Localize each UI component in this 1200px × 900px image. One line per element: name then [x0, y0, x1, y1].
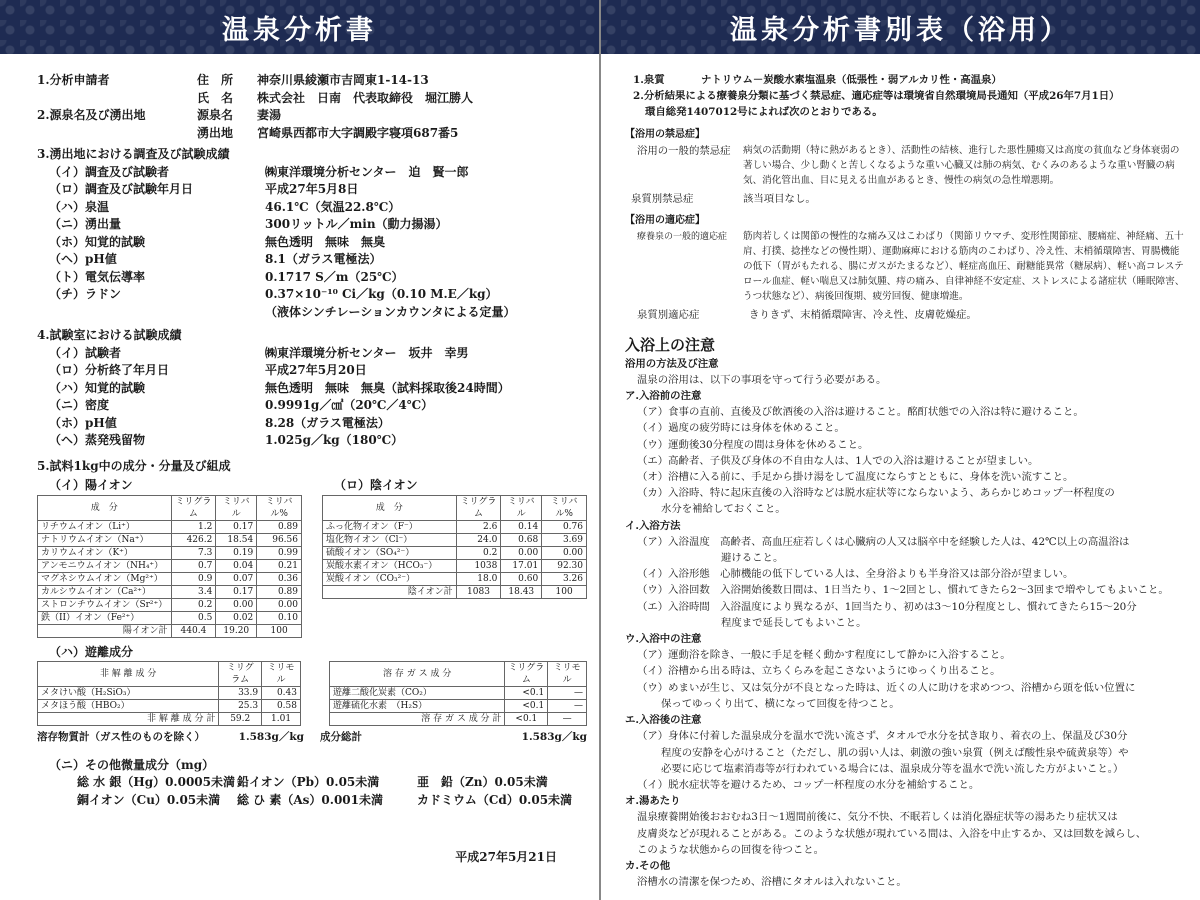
lab-test-value: ㈱東洋環境分析センター 坂井 幸男: [265, 345, 469, 360]
spring-type-row: [625, 72, 1185, 88]
dissolved-gas-cell: 遊離硫化水素 （H₂S）: [329, 700, 504, 713]
anion-total-cell: 1083: [456, 585, 501, 598]
dissolved-gas-row: [329, 700, 586, 713]
cation-total-cell: 陽イオン計: [38, 624, 172, 637]
cation-cell: 0.99: [257, 546, 302, 559]
dissolved-gas-column-header: 溶 存 ガ ス 成 分: [329, 662, 504, 687]
cation-cell: 0.00: [257, 598, 302, 611]
anion-title: （ロ）陰イオン: [334, 478, 418, 492]
caution-line: 水分を補給しておくこと。: [661, 503, 786, 516]
name-field-label: 氏 名: [197, 90, 234, 105]
caution-line: 温泉の浴用は、以下の事項を守って行う必要がある。: [637, 373, 887, 386]
non-dissociated-cell: 25.3: [219, 700, 262, 713]
lab-test-value: 平成27年5月20日: [265, 363, 367, 377]
spring-indication-row: [625, 307, 1185, 323]
cation-cell: 426.2: [171, 533, 216, 546]
anion-cell: 炭酸イオン（CO₃²⁻）: [323, 572, 457, 585]
dissolved-gas-column-header: ミリグラム: [505, 662, 548, 687]
field-test-row: [37, 199, 587, 217]
field-test-label: （ロ）調査及び試験年月日: [49, 182, 194, 196]
dissolved-gas-cell: —: [548, 700, 587, 713]
field-test-list: [37, 164, 587, 322]
cation-row: [38, 598, 302, 611]
anion-total-cell: 100: [542, 585, 587, 598]
cation-table: [37, 495, 302, 638]
spring-contraindication-text: 該当項目なし。: [743, 192, 816, 205]
non-dissociated-cell: 33.9: [219, 687, 262, 700]
caution-line: 皮膚炎などが現れることがある。このような状態が現れている間は、入浴を中止するか、又は回数を減らし、: [637, 827, 1147, 840]
trace-row: [37, 774, 587, 792]
caution-line: 程度の安静を心がけること（ただし、肌の弱い人は、刺激の強い泉質（例えば酸性泉や硫黄泉等）や: [661, 746, 1129, 759]
source-name-value: 妻湯: [257, 108, 282, 122]
non-dissociated-column-header: ミリグラム: [219, 662, 262, 687]
trace-item: 銅イオン（Cu）0.05未満: [77, 792, 221, 807]
spring-indication-text: きりきず、末梢循環障害、冷え性、皮膚乾燥症。: [749, 309, 977, 322]
field-test-value: 8.1（ガラス電極法）: [265, 252, 382, 266]
anion-row: [323, 533, 587, 546]
lab-test-label: （ホ）pH値: [49, 415, 117, 430]
caution-line: （イ）入浴形態 心肺機能の低下している人は、全身浴よりも半身浴又は部分浴が望ましい。: [637, 568, 1074, 581]
caution-line: （ウ）運動後30分程度の間は身体を休めること。: [637, 438, 869, 451]
caution-line: 保ってゆっくり出て、横になって回復を待つこと。: [661, 697, 900, 710]
non-dissociated-total-cell: 1.01: [262, 713, 301, 726]
cation-cell: 0.19: [216, 546, 257, 559]
section-4-title: 4.試験室における試験成績: [37, 328, 182, 342]
dissolved-gas-table: [329, 661, 587, 726]
applicant-name-row: [37, 90, 587, 108]
general-indication-row: [625, 229, 1185, 304]
field-test-label: （ハ）泉温: [49, 199, 110, 214]
field-test-row: [37, 251, 587, 269]
bathing-caution-title: 入浴上の注意: [625, 336, 716, 355]
section-5-title: 5.試料1kg中の成分・分量及び組成: [37, 458, 231, 473]
analysis-report-page: [37, 72, 587, 867]
trace-row: [37, 792, 587, 810]
source-location-row: [37, 125, 587, 143]
cation-cell: 0.21: [257, 559, 302, 572]
field-test-value: 300リットル／min（動力揚湯）: [265, 217, 448, 231]
caution-line: （エ）入浴時間 入浴温度により異なるが、1回当たり、初めは3〜10分程度とし、慣れてきたら15〜20分: [637, 600, 1137, 613]
dissolved-gas-total-cell: 溶 存 ガ ス 成 分 計: [329, 713, 504, 726]
spring-contraindication-label: 泉質別禁忌症: [631, 192, 694, 205]
anion-cell: 1038: [456, 559, 501, 572]
cation-cell: 3.4: [171, 585, 216, 598]
left-header-banner: [0, 0, 599, 54]
caution-heading: オ.湯あたり: [625, 795, 681, 808]
lab-test-row: [37, 397, 587, 415]
caution-line: （ア）運動浴を除き、一般に手足を軽く動かす程度にして静かに入浴すること。: [637, 649, 1011, 662]
anion-cell: 炭酸水素イオン（HCO₃⁻）: [323, 559, 457, 572]
anion-cell: 0.14: [501, 520, 542, 533]
trace-item: 亜 鉛（Zn）0.05未満: [417, 775, 548, 789]
section-3-title: 3.湧出地における調査及び試験成績: [37, 147, 230, 161]
anion-cell: 3.26: [542, 572, 587, 585]
lab-test-list: [37, 345, 587, 450]
general-contraindication-label: 浴用の一般的禁忌症: [637, 144, 731, 157]
anion-cell: 0.00: [501, 546, 542, 559]
caution-line: 必要に応じて塩素消毒等が行われている場合には、温泉成分等を温水で洗い流した方がよいこと。）: [661, 762, 1124, 775]
lab-test-value: 無色透明 無味 無臭（試料採取後24時間）: [265, 380, 510, 395]
caution-heading: イ.入浴方法: [625, 519, 681, 532]
cation-column-header: 成 分: [38, 495, 172, 520]
cation-cell: 96.56: [257, 533, 302, 546]
anion-cell: ふっ化物イオン（F⁻）: [323, 520, 457, 533]
source-name-label: 源泉名: [197, 108, 234, 122]
caution-line: 程度まで延長してもよいこと。: [721, 616, 867, 629]
cation-row: [38, 520, 302, 533]
anion-cell: 硫酸イオン（SO₄²⁻）: [323, 546, 457, 559]
caution-line: このような状態からの回復を待つこと。: [637, 843, 825, 856]
anion-cell: 17.01: [501, 559, 542, 572]
cation-cell: 0.89: [257, 520, 302, 533]
field-test-value: 無色透明 無味 無臭: [265, 234, 386, 249]
grand-total-label: 成分総計: [320, 731, 362, 743]
dissolved-gas-total-row: [329, 713, 586, 726]
trace-item: 鉛イオン（Pb）0.05未満: [237, 775, 380, 789]
cation-row: [38, 533, 302, 546]
anion-cell: 0.2: [456, 546, 501, 559]
non-dissociated-column-header: ミリモル: [262, 662, 301, 687]
non-dissociated-header: [38, 662, 301, 687]
dissolved-total-value: 1.583g／kg: [238, 731, 304, 743]
caution-line: （オ）浴槽に入る前に、手足から掛け湯をして温度にならすとともに、身体を洗い流すこと。: [637, 471, 1074, 484]
anion-cell: 0.60: [501, 572, 542, 585]
non-dissociated-row: [38, 687, 301, 700]
cation-cell: ナトリウムイオン（Na⁺）: [38, 533, 172, 546]
caution-heading: エ.入浴後の注意: [625, 714, 702, 727]
non-dissociated-cell: 0.43: [262, 687, 301, 700]
lab-test-row: [37, 345, 587, 363]
lab-test-value: 0.9991g／㎤（20℃／4℃）: [265, 398, 434, 412]
cation-row: [38, 546, 302, 559]
dissolved-gas-cell: —: [548, 687, 587, 700]
source-location-value: 宮崎県西都市大字調殿字寝項687番5: [257, 125, 459, 140]
cation-cell: 0.9: [171, 572, 216, 585]
section-2-label: 2.源泉名及び湧出地: [37, 108, 146, 122]
cation-cell: 0.02: [216, 611, 257, 624]
dissolved-gas-cell: <0.1: [505, 700, 548, 713]
non-dissociated-total-cell: 非 解 離 成 分 計: [38, 713, 219, 726]
spring-type-label: 1.泉質: [633, 74, 665, 86]
dissolved-gas-cell: <0.1: [505, 687, 548, 700]
non-dissociated-cell: 0.58: [262, 700, 301, 713]
non-dissociated-column-header: 非 解 離 成 分: [38, 662, 219, 687]
dissolved-gas-header: [329, 662, 586, 687]
anion-column-header: ミリバル: [501, 495, 542, 520]
address-field-label: 住 所: [197, 73, 234, 87]
field-test-value: 0.37×10⁻¹⁰ Ci／kg（0.10 M.E／kg）: [265, 287, 498, 301]
anion-column-header: ミリバル%: [542, 495, 587, 520]
classification-line-2: 環自総発1407012号によれば次のとおりである。: [645, 106, 883, 119]
cation-column-header: ミリグラム: [171, 495, 216, 520]
cation-row: [38, 559, 302, 572]
dissolved-gas-cell: 遊離二酸化炭素（CO₂）: [329, 687, 504, 700]
lab-test-row: [37, 380, 587, 398]
anion-cell: 0.68: [501, 533, 542, 546]
issue-date: 平成27年5月21日: [455, 850, 557, 864]
dissolved-gas-total-cell: —: [548, 713, 587, 726]
grand-total-value: 1.583g／kg: [521, 731, 587, 743]
cation-total-cell: 440.4: [171, 624, 216, 637]
cation-cell: 0.04: [216, 559, 257, 572]
field-test-row: [37, 269, 587, 287]
general-indication-text: 筋肉若しくは関節の慢性的な痛み又はこわばり（関節リウマチ、変形性関節症、腰痛症、神経痛、五十肩、打撲、捻挫などの慢性期）、運動麻痺における筋肉のこわばり、冷え性、末梢循環障害、胃腸機能の低下（胃がもたれる、腸にガスがたまるなど）、軽症高血圧、耐糖能異常（糖尿病）、軽い高コレステロール血症、軽い喘息又は肺気腫、痔の痛み、自律神経不安定症、ストレスによる諸症状（睡眠障害、うつ状態など）、病後回復期、疲労回復、健康増進。: [743, 231, 1185, 303]
anion-row: [323, 559, 587, 572]
spring-contraindication-row: [625, 191, 1185, 207]
field-test-label: （ト）電気伝導率: [49, 269, 146, 284]
cation-cell: アンモニウムイオン（NH₄⁺）: [38, 559, 172, 572]
non-dissociated-total-cell: 59.2: [219, 713, 262, 726]
cation-cell: ストロンチウムイオン（Sr²⁺）: [38, 598, 172, 611]
anion-cell: 0.76: [542, 520, 587, 533]
anion-cell: 0.00: [542, 546, 587, 559]
field-test-row: [37, 181, 587, 199]
cation-cell: 0.00: [216, 598, 257, 611]
contraindication-title: 【浴用の禁忌症】: [625, 128, 705, 140]
cation-cell: 0.36: [257, 572, 302, 585]
field-test-label: （ホ）知覚的試験: [49, 234, 146, 249]
lab-test-value: 8.28（ガラス電極法）: [265, 415, 390, 430]
cation-cell: 0.7: [171, 559, 216, 572]
anion-row: [323, 546, 587, 559]
anion-total-cell: 18.43: [501, 585, 542, 598]
cation-row: [38, 611, 302, 624]
cation-total-cell: 100: [257, 624, 302, 637]
anion-cell: 92.30: [542, 559, 587, 572]
anion-table: [322, 495, 587, 599]
field-test-row: [37, 286, 587, 304]
anion-total-row: [323, 585, 587, 598]
cation-cell: 18.54: [216, 533, 257, 546]
trace-item: 総 ひ 素（As）0.001未満: [237, 792, 383, 807]
anion-cell: 塩化物イオン（Cl⁻）: [323, 533, 457, 546]
indication-title: 【浴用の適応症】: [625, 215, 705, 227]
trace-item: 総 水 銀（Hg）0.0005未満: [77, 775, 236, 789]
field-test-label: （ニ）湧出量: [49, 217, 122, 231]
cation-cell: 0.5: [171, 611, 216, 624]
field-test-row: [37, 304, 587, 322]
name-value: 株式会社 日南 代表取締役 堀江勝人: [257, 90, 474, 105]
field-test-row: [37, 164, 587, 182]
lab-test-label: （ハ）知覚的試験: [49, 380, 146, 395]
lab-test-row: [37, 432, 587, 450]
cation-cell: 0.17: [216, 585, 257, 598]
cation-cell: マグネシウムイオン（Mg²⁺）: [38, 572, 172, 585]
trace-item: カドミウム（Cd）0.05未満: [417, 792, 573, 807]
applicant-row: [37, 72, 587, 90]
anion-cell: 18.0: [456, 572, 501, 585]
cation-header: [38, 495, 302, 520]
general-contraindication-text: 病気の活動期（特に熱があるとき）、活動性の結核、進行した悪性腫瘍又は高度の貧血など身体衰弱の著しい場合、少し動くと苦しくなるような重い心臓又は肺の病気、むくみのあるような重い腎臓の病気、消化管出血、目に見える出血があるとき、慢性の病気の急性増悪期。: [743, 144, 1180, 186]
non-dissociated-cell: メタほう酸（HBO₂）: [38, 700, 219, 713]
non-dissociated-table: [37, 661, 301, 726]
cation-cell: カルシウムイオン（Ca²⁺）: [38, 585, 172, 598]
anion-cell: 24.0: [456, 533, 501, 546]
cation-cell: 0.07: [216, 572, 257, 585]
spring-indication-label: 泉質別適応症: [637, 309, 700, 322]
non-dissociated-row: [38, 700, 301, 713]
lab-test-value: 1.025g／kg（180℃）: [265, 433, 404, 447]
trace-components: [37, 774, 587, 809]
caution-line: 温泉療養開始後おおむね3日〜1週間前後に、気分不快、不眠若しくは消化器症状等の湯あたり症状又は: [637, 811, 1118, 824]
address-value: 神奈川県綾瀬市吉岡東1-14-13: [257, 73, 429, 87]
anion-header: [323, 495, 587, 520]
general-contraindication-row: [625, 143, 1185, 188]
anion-column-header: ミリグラム: [456, 495, 501, 520]
caution-line: （イ）脱水症状等を避けるため、コップ一杯程度の水分を補給すること。: [637, 778, 980, 791]
cation-cell: リチウムイオン（Li⁺）: [38, 520, 172, 533]
lab-test-label: （ヘ）蒸発残留物: [49, 433, 146, 447]
classification-line-1: 2.分析結果による療養泉分類に基づく禁忌症、適応症等は環境省自然環境局長通知（平成26年7月1日）: [633, 90, 1120, 103]
bathing-caution-list: [625, 356, 1185, 891]
non-dissociated-total-row: [38, 713, 301, 726]
section-1-label: 1.分析申請者: [37, 73, 110, 87]
field-test-value: 平成27年5月8日: [265, 182, 359, 196]
cation-row: [38, 585, 302, 598]
caution-line: （ア）入浴温度 高齢者、高血圧症若しくは心臓病の人又は脳卒中を経験した人は、42℃以上の高温浴は: [637, 535, 1130, 548]
caution-heading: ア.入浴前の注意: [625, 390, 702, 403]
source-location-label: 湧出地: [197, 125, 234, 140]
left-title: 温泉分析書: [222, 14, 377, 46]
non-dissociated-cell: メタけい酸（H₂SiO₃）: [38, 687, 219, 700]
cation-column-header: ミリバル%: [257, 495, 302, 520]
caution-line: （イ）浴槽から出る時は、立ちくらみを起こさないようにゆっくり出ること。: [637, 665, 1001, 678]
cation-cell: 0.17: [216, 520, 257, 533]
field-test-value: ㈱東洋環境分析センター 迫 賢一郎: [265, 164, 469, 179]
caution-line: （イ）過度の疲労時には身体を休めること。: [637, 422, 845, 435]
cation-title: （イ）陽イオン: [49, 478, 133, 492]
cation-cell: 0.10: [257, 611, 302, 624]
caution-line: （ア）食事の直前、直後及び飲酒後の入浴は避けること。酩酊状態での入浴は特に避けること。: [637, 406, 1084, 419]
field-test-label: （チ）ラドン: [49, 287, 122, 301]
bathing-appendix-page: [625, 72, 1185, 890]
caution-line: （ア）身体に付着した温泉成分を温水で洗い流さず、タオルで水分を拭き取り、着衣の上、保温及び30分: [637, 730, 1128, 743]
anion-cell: 2.6: [456, 520, 501, 533]
field-test-value: 0.1717 S／m（25℃）: [265, 269, 404, 284]
lab-test-label: （イ）試験者: [49, 345, 122, 360]
anion-row: [323, 520, 587, 533]
field-test-label: （ヘ）pH値: [49, 252, 117, 266]
field-test-row: [37, 216, 587, 234]
cation-cell: 7.3: [171, 546, 216, 559]
general-indication-label: 療養泉の一般的適応症: [637, 232, 728, 243]
lab-test-row: [37, 362, 587, 380]
field-test-row: [37, 234, 587, 252]
free-component-title: （ハ）遊離成分: [49, 644, 134, 659]
caution-line: 浴槽水の清潔を保つため、浴槽にタオルは入れないこと。: [637, 876, 907, 889]
cation-column-header: ミリバル: [216, 495, 257, 520]
cation-cell: 1.2: [171, 520, 216, 533]
trace-title: （ニ）その他微量成分（mg）: [49, 757, 215, 772]
anion-row: [323, 572, 587, 585]
dissolved-gas-column-header: ミリモル: [548, 662, 587, 687]
field-test-value: 46.1℃（気温22.8℃）: [265, 199, 401, 214]
field-test-value: （液体シンチレーションカウンタによる定量）: [265, 304, 516, 319]
cation-cell: 0.89: [257, 585, 302, 598]
caution-line: （ウ）めまいが生じ、又は気分が不良となった時は、近くの人に助けを求めつつ、浴槽から頭を低い位置に: [637, 681, 1136, 694]
caution-heading: カ.その他: [625, 859, 671, 872]
page-divider: [599, 0, 601, 900]
dissolved-gas-row: [329, 687, 586, 700]
caution-line: 避けること。: [721, 552, 784, 565]
caution-line: （エ）高齢者、子供及び身体の不自由な人は、1人での入浴は避けることが望ましい。: [637, 454, 1039, 467]
caution-heading: 浴用の方法及び注意: [625, 357, 719, 370]
caution-heading: ウ.入浴中の注意: [625, 633, 702, 646]
anion-total-cell: 陰イオン計: [323, 585, 457, 598]
field-test-label: （イ）調査及び試験者: [49, 164, 170, 179]
lab-test-row: [37, 415, 587, 433]
right-title: 温泉分析書別表（浴用）: [730, 14, 1071, 46]
anion-cell: 3.69: [542, 533, 587, 546]
lab-test-label: （ニ）密度: [49, 398, 110, 412]
spring-type-value: ナトリウム－炭酸水素塩温泉（低張性・弱アルカリ性・高温泉）: [701, 74, 1002, 86]
totals-row: [37, 729, 587, 747]
cation-total-cell: 19.20: [216, 624, 257, 637]
caution-line: （カ）入浴時、特に起床直後の入浴時などは脱水症状等にならないよう、あらかじめコップ一杯程度の: [637, 487, 1115, 500]
field-test-label: [49, 304, 265, 322]
dissolved-gas-total-cell: <0.1: [505, 713, 548, 726]
cation-cell: カリウムイオン（K⁺）: [38, 546, 172, 559]
cation-total-row: [38, 624, 302, 637]
anion-column-header: 成 分: [323, 495, 457, 520]
cation-cell: 0.2: [171, 598, 216, 611]
dissolved-total-label: 溶存物質計（ガス性のものを除く）: [37, 731, 205, 743]
source-row: [37, 107, 587, 125]
caution-line: （ウ）入浴回数 入浴開始後数日間は、1日当たり、1〜2回とし、慣れてきたら2〜3回まで増やしてもよいこと。: [637, 584, 1169, 597]
right-header-banner: [601, 0, 1200, 54]
cation-cell: 鉄（II）イオン（Fe²⁺）: [38, 611, 172, 624]
lab-test-label: （ロ）分析終了年月日: [49, 363, 170, 377]
cation-row: [38, 572, 302, 585]
